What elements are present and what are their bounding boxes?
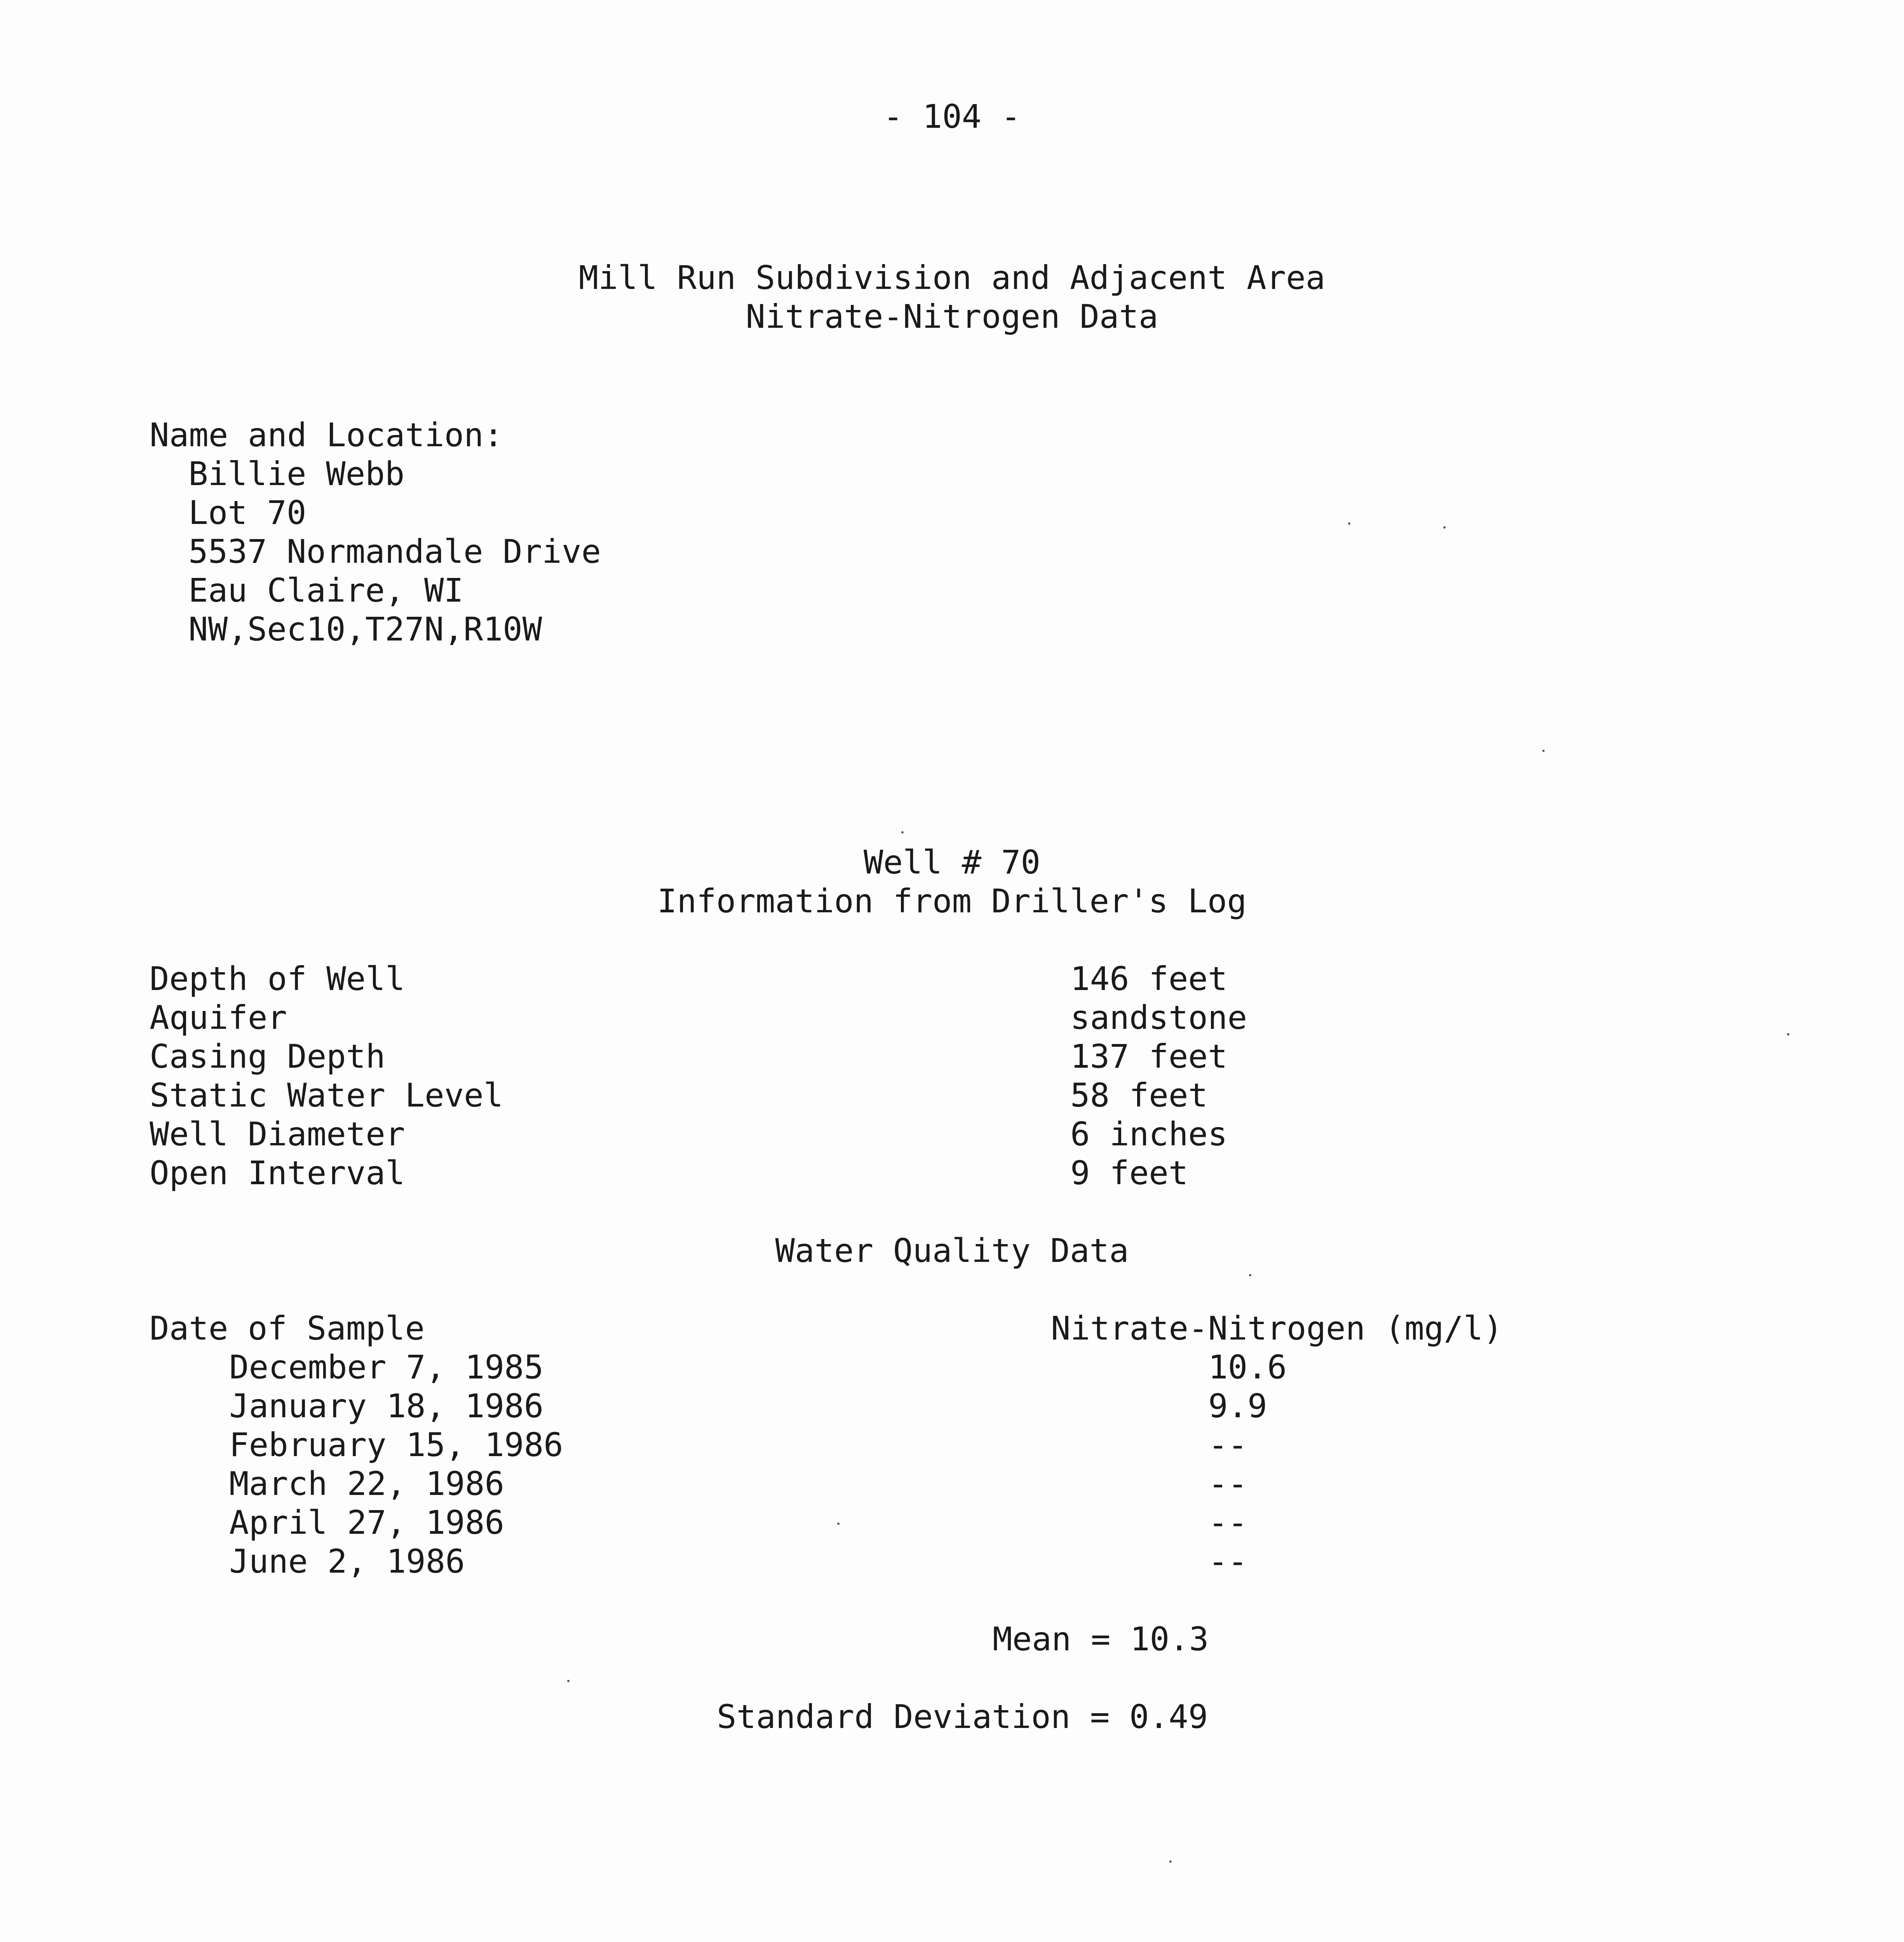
scan-speck xyxy=(1542,750,1545,752)
well-label-static: Static Water Level xyxy=(150,1076,503,1114)
well-value-aquifer: sandstone xyxy=(1070,999,1247,1037)
page-number: - 104 - xyxy=(883,97,1021,136)
well-label-aquifer: Aquifer xyxy=(150,999,287,1037)
sample-date: April 27, 1986 xyxy=(229,1503,505,1542)
location-city: Eau Claire, WI xyxy=(188,571,464,609)
nitrate-column-header: Nitrate-Nitrogen (mg/l) xyxy=(1051,1309,1503,1347)
well-label-interval: Open Interval xyxy=(150,1154,405,1192)
well-label-depth: Depth of Well xyxy=(150,960,405,998)
well-subtitle: Information from Driller's Log xyxy=(657,882,1247,920)
well-value-casing: 137 feet xyxy=(1070,1037,1228,1075)
well-value-depth: 146 feet xyxy=(1070,960,1228,998)
well-label-casing: Casing Depth xyxy=(150,1037,385,1075)
scan-speck xyxy=(1787,1033,1789,1035)
sample-date: December 7, 1985 xyxy=(229,1348,544,1386)
location-section: NW,Sec10,T27N,R10W xyxy=(188,610,542,648)
well-value-static: 58 feet xyxy=(1070,1076,1208,1114)
sample-date: February 15, 1986 xyxy=(229,1426,563,1464)
mean-value: Mean = 10.3 xyxy=(993,1620,1209,1658)
document-subtitle: Nitrate-Nitrogen Data xyxy=(746,298,1158,336)
sample-value: -- xyxy=(1208,1542,1248,1580)
scan-speck xyxy=(901,831,904,834)
location-street: 5537 Normandale Drive xyxy=(188,532,601,571)
scan-speck xyxy=(1169,1860,1172,1863)
date-column-header: Date of Sample xyxy=(150,1309,425,1347)
sample-value: -- xyxy=(1208,1426,1248,1464)
sample-value: 9.9 xyxy=(1208,1387,1267,1425)
sample-value: -- xyxy=(1208,1465,1248,1503)
sample-value: 10.6 xyxy=(1208,1348,1287,1386)
sample-value: -- xyxy=(1208,1503,1248,1542)
sample-date: January 18, 1986 xyxy=(229,1387,544,1425)
sample-date: June 2, 1986 xyxy=(229,1542,465,1580)
water-quality-title: Water Quality Data xyxy=(775,1232,1129,1270)
location-label: Name and Location: xyxy=(150,416,503,454)
scan-speck xyxy=(1348,522,1350,525)
scan-speck xyxy=(567,1680,570,1682)
location-name: Billie Webb xyxy=(188,455,405,493)
sample-date: March 22, 1986 xyxy=(229,1465,505,1503)
standard-deviation: Standard Deviation = 0.49 xyxy=(717,1698,1208,1736)
scan-speck xyxy=(837,1523,840,1525)
document-title: Mill Run Subdivision and Adjacent Area xyxy=(578,259,1326,297)
scan-speck xyxy=(1443,526,1446,529)
scan-speck xyxy=(1249,1274,1251,1276)
well-label-diameter: Well Diameter xyxy=(150,1115,405,1153)
location-lot: Lot 70 xyxy=(188,494,307,532)
well-value-interval: 9 feet xyxy=(1070,1154,1188,1192)
well-value-diameter: 6 inches xyxy=(1070,1115,1228,1153)
well-title: Well # 70 xyxy=(863,843,1041,881)
